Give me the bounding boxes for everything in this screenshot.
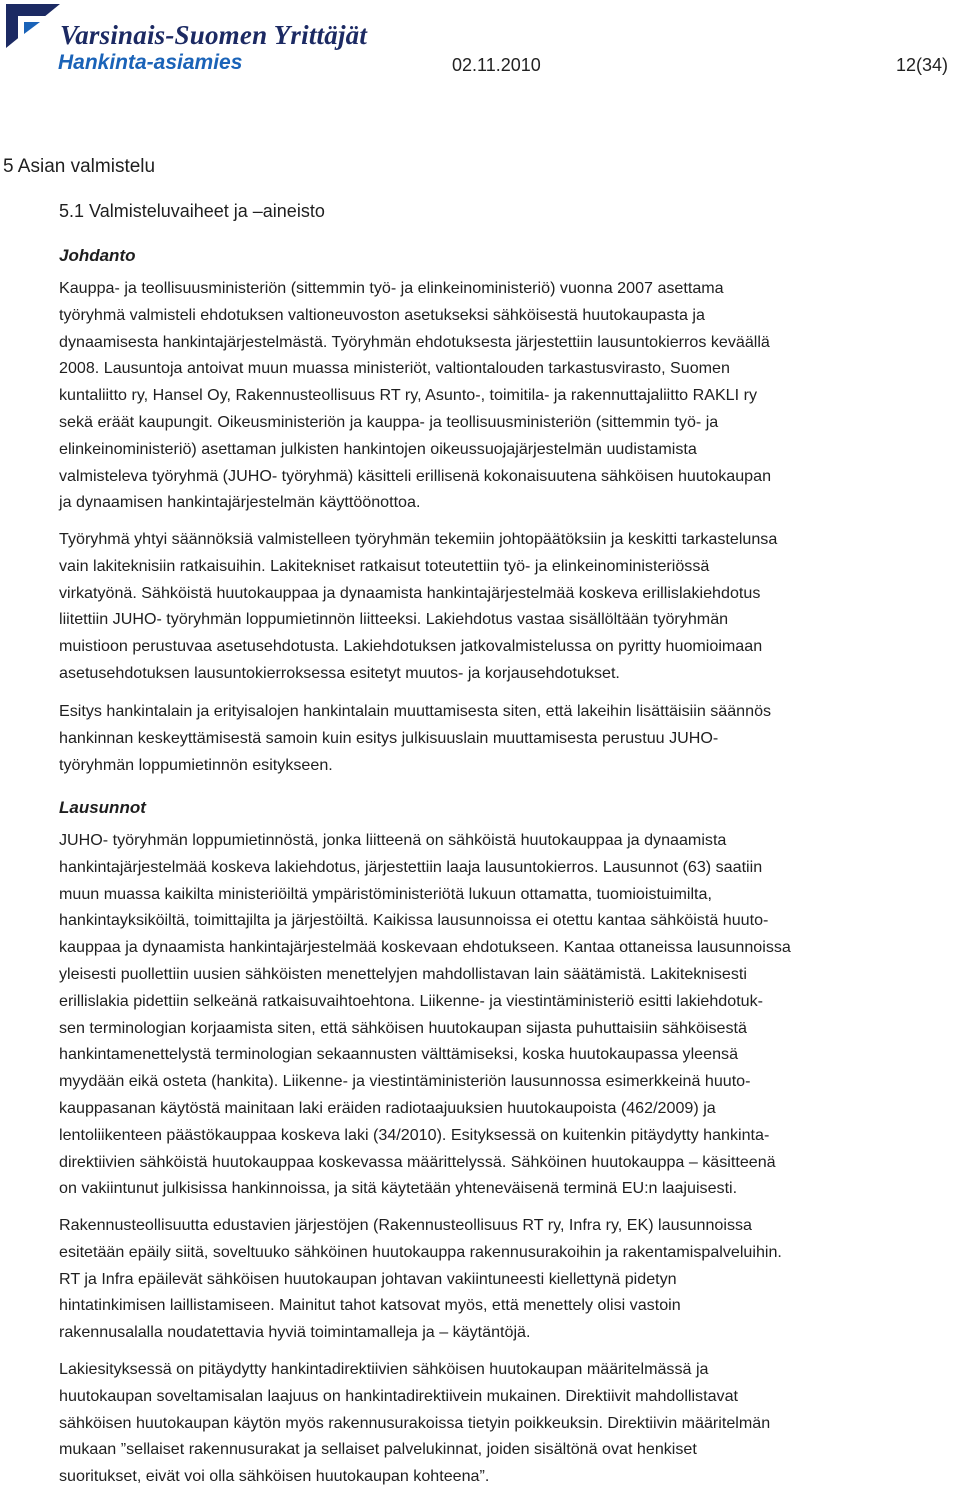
text-line: virkatyönä. Sähköistä huutokauppaa ja dynaamista hankintajärjestelmää koskeva erillislakiehdotus xyxy=(59,583,761,602)
org-name: Varsinais-Suomen Yrittäjät xyxy=(60,20,368,50)
intro-paragraph-1 xyxy=(59,275,955,516)
text-line: työryhmän loppumietinnön esitykseen. xyxy=(59,755,333,774)
text-line: Työryhmä yhtyi säännöksiä valmistelleen työryhmän tekemiin johtopäätöksiin ja keskitti tarkastelunsa xyxy=(59,530,778,548)
text-line: lentoliikenteen päästökauppaa koskeva laki (34/2010). Esityksessä on kuitenkin pitäydytty hankinta- xyxy=(59,1125,770,1144)
text-line: kauppasanan käytöstä mainitaan laki eräiden radiotaajuuksien huutokaupoista (462/2009) ja xyxy=(59,1098,716,1117)
text-line: liitettiin JUHO- työryhmän loppumietinnön liitteeksi. Lakiehdotus vastaa sisällöltään työryhmän xyxy=(59,610,729,629)
text-line: työryhmä valmisteli ehdotuksen valtioneuvoston asetukseksi sähköisestä huutokaupasta ja xyxy=(59,305,705,324)
statements-paragraph-2 xyxy=(59,1212,955,1346)
text-line: hankintayksiköiltä, toimittajilta ja järjestöiltä. Kaikissa lausunnoissa ei otettu kantaa sähköistä huuto- xyxy=(59,911,769,930)
page-number: 12(34) xyxy=(896,55,949,75)
text-line: Kauppa- ja teollisuusministeriön (sittemmin työ- ja elinkeinoministeriö) vuonna 2007 asettama xyxy=(59,279,724,297)
text-line: hankintajärjestelmää koskeva lakiehdotus, järjestettiin laaja lausuntokierros. Lausunnot (63) saatiin xyxy=(59,857,763,876)
intro-heading: Johdanto xyxy=(59,246,136,265)
text-line: esitetään epäily siitä, soveltuuko sähköinen huutokauppa rakennusurakoihin ja rakentamispalveluihin. xyxy=(59,1242,782,1261)
intro-paragraph-2 xyxy=(59,526,955,687)
unit-name: Hankinta-asiamies xyxy=(58,51,243,74)
text-line: myydään eikä osteta (hankita). Liikenne- ja viestintäministeriön lausunnossa esimerkkeinä huuto- xyxy=(59,1072,751,1091)
text-line: suoritukset, eivät voi olla sähköisen huutokaupan kohteena”. xyxy=(59,1467,490,1486)
text-line: JUHO- työryhmän loppumietinnöstä, jonka liitteenä on sähköistä huutokauppaa ja dynaamista xyxy=(59,831,727,849)
section-title: 5 Asian valmistelu xyxy=(3,156,156,177)
text-line: sähköisen huutokaupan käytön myös rakennusurakoissa tietyin poikkeuksin. Direktiivin määritelmän xyxy=(59,1413,771,1432)
text-line: hankintamenettelystä terminologian sekaannusten välttämiseksi, koska huutokaupassa yleensä xyxy=(59,1045,739,1064)
text-line: sekä eräät kaupungit. Oikeusministeriön ja kauppa- ja teollisuusministeriön (sittemmin työ- ja xyxy=(59,412,719,431)
statements-paragraph-3 xyxy=(59,1356,955,1490)
intro-paragraph-3 xyxy=(59,698,955,778)
document-header xyxy=(0,0,960,90)
document-date: 02.11.2010 xyxy=(452,55,541,75)
text-line: Esitys hankintalain ja erityisalojen hankintalain muuttamisesta siten, että lakeihin lisättäisiin säännös xyxy=(59,702,772,720)
statements-heading: Lausunnot xyxy=(59,798,146,817)
text-line: rakennusalalla noudatettavia hyviä toimintamalleja ja – käytäntöjä. xyxy=(59,1323,531,1342)
text-line: asetusehdotuksen lausuntokierroksessa esitetyt muutos- ja korjausehdotukset. xyxy=(59,663,620,682)
text-line: on vakiintunut julkisissa hankinnoissa, ja sitä käytetään yhteneväisenä terminä EU:n laajuisesti. xyxy=(59,1179,738,1198)
text-line: erillislakia pidettiin selkeänä ratkaisuvaihtoehtona. Liikenne- ja viestintäministeriö esitti lakiehdotuk- xyxy=(59,991,764,1010)
text-line: muun muassa kaikilta ministeriöiltä ympäristöministeriötä lukuun ottamatta, tuomioistuimilta, xyxy=(59,884,712,903)
text-line: vain lakiteknisiin ratkaisuihin. Lakitekniset ratkaisut toteutettiin työ- ja elinkeinoministeriössä xyxy=(59,556,710,575)
subsection-title: 5.1 Valmisteluvaiheet ja –aineisto xyxy=(59,201,325,221)
text-line: kuntaliitto ry, Hansel Oy, Rakennusteollisuus RT ry, Asunto-, toimitila- ja rakennuttajaliitto RAKLI ry xyxy=(59,386,757,405)
text-line: Rakennusteollisuutta edustavien järjestöjen (Rakennusteollisuus RT ry, Infra ry, EK) lausunnoissa xyxy=(59,1216,752,1234)
text-line: hankinnan keskeyttämisestä samoin kuin esitys julkisuuslain muuttamisesta perustuu JUHO- xyxy=(59,728,719,747)
text-line: hintatinkimisen laillistamiseen. Mainitut tahot katsovat myös, että menettely olisi vastoin xyxy=(59,1296,681,1315)
text-line: sen terminologian korjaamista siten, että sähköisen huutokaupan sijasta puhuttaisiin sähköisestä xyxy=(59,1018,747,1037)
text-line: direktiivien sähköistä huutokauppaa koskevassa määrittelyssä. Sähköinen huutokauppa – käsitteenä xyxy=(59,1152,776,1171)
text-line: 2008. Lausuntoja antoivat muun muassa ministeriöt, valtiontalouden tarkastusvirasto, Suomen xyxy=(59,359,730,378)
text-line: RT ja Infra epäilevät sähköisen huutokaupan johtavan vakiintuneesti kiellettynä pidetyn xyxy=(59,1269,677,1288)
statements-paragraph-1 xyxy=(59,827,955,1202)
text-line: mukaan ”sellaiset rakennusurakat ja sellaiset palvelukinnat, joiden sisältönä ovat henkiset xyxy=(59,1440,697,1459)
text-line: Lakiesityksessä on pitäydytty hankintadirektiivien sähköisen huutokaupan määritelmässä ja xyxy=(59,1360,709,1378)
text-line: ja dynaamisen hankintajärjestelmän käyttöönottoa. xyxy=(59,493,421,512)
text-line: yleisesti puollettiin uusien sähköisten menettelyjen mahdollistavan lain säätämistä. Lakiteknisesti xyxy=(59,964,747,983)
text-line: muistioon perustuvaa asetusehdotusta. Lakiehdotuksen jatkovalmistelussa on pyritty huomioimaan xyxy=(59,637,763,656)
text-line: kauppaa ja dynaamista hankintajärjestelmää koskevaan ehdotukseen. Kantaa ottaneissa lausunnoissa xyxy=(59,938,791,957)
text-line: valmisteleva työryhmä (JUHO- työryhmä) käsitteli erillisenä kokonaisuutena sähköisen huutokaupan xyxy=(59,466,772,485)
text-line: elinkeinoministeriö) asettaman julkisten hankintojen oikeussuojajärjestelmän uudistamista xyxy=(59,439,697,458)
text-line: dynaamisesta hankintajärjestelmästä. Työryhmän ehdotuksesta järjestettiin lausuntokierros keväällä xyxy=(59,332,770,351)
text-line: huutokaupan soveltamisalan laajuus on hankintadirektiivein mukainen. Direktiivit mahdollistavat xyxy=(59,1386,738,1405)
